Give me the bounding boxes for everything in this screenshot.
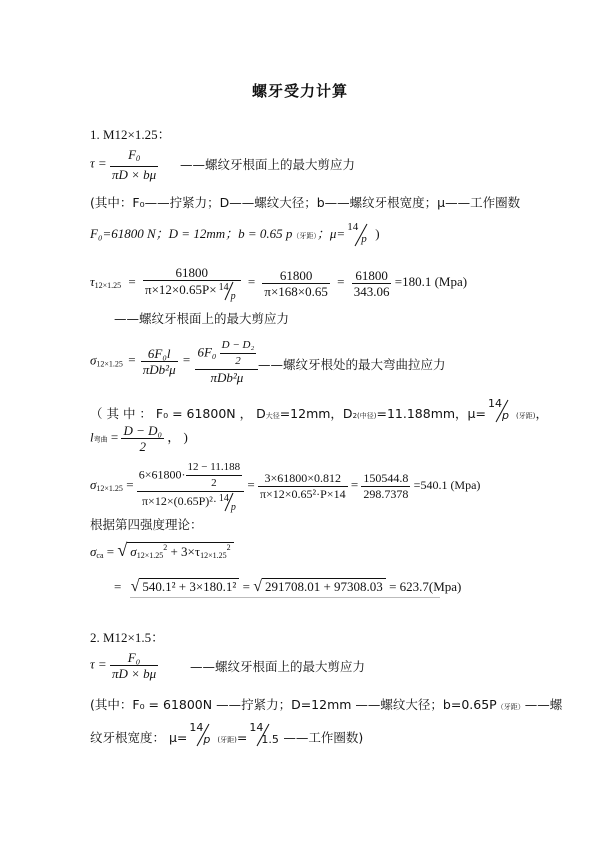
l-num: D − D₀ [123,423,163,438]
section-2-heading: 2. M12×1.5： [90,630,165,645]
tau-den: πD × bμ [111,167,157,182]
final-mid: = [242,579,250,594]
sigma-f2-inner-den: 2 [235,355,241,367]
mu-slash-num: 14 [347,221,359,233]
s2-where-line-1 [90,695,562,713]
page-title: 螺牙受力计算 [251,82,348,100]
calc-sigma-f1-den: π×12×(0.65P)²· [142,493,217,508]
calc-sigma-lhs: σ [90,476,97,492]
where-2-slash-sub: (牙距) [515,412,536,420]
l-tail: ， ) [167,429,188,445]
s2-where-line-2-tail: ——工作圈数) [283,730,364,745]
l-sub: 弯曲 [93,435,108,444]
tau-description-2: ——螺纹牙根面上的最大剪应力 [114,311,290,326]
calc-tau-f1-num: 61800 [143,265,241,281]
final-underline [130,597,440,598]
s2-slash2-num: 14 [249,721,264,734]
calc-sigma-f1-inner-num: 12 − 11.188 [186,460,243,476]
where-line-2-b: ；μ= [316,225,346,241]
sigma-ca-formula: $\sigma_{ca}$ = √ $\sigma_{12\times 1.25}^2 + 3\times\tau_{12\times 1.25}^2$ [90,540,234,561]
tau-label: τ = [90,155,107,171]
where-2-sub-1: 大径 [265,412,280,420]
calc-sigma-lhs-sub: 12×1.25 [96,483,123,493]
s2-where-line-2-a: 纹牙根宽度： μ= [90,730,188,745]
sigma-f1-num: 6F₀l [141,346,178,362]
calc-sigma-f3-num: 150544.8 [363,470,409,485]
where-2-slash-num: 14 [487,397,502,410]
calc-tau-frac-2 [262,268,329,299]
l-den: 2 [139,439,146,454]
sigma-ca-sub: ca [96,551,104,560]
calc-tau-slash-num: 14 [218,282,229,293]
l-fraction [121,423,164,454]
s2-tau-label: τ = [90,656,107,672]
calc-sigma-frac-2 [258,471,348,502]
s2-where-line-2-eq: = [236,730,248,745]
s2-tau-description: ——螺纹牙根面上的最大剪应力 [190,659,366,674]
s2-tau-formula [90,650,158,681]
sigma-ca-lhs: σ [90,544,97,559]
sigma-frac-2 [195,338,258,385]
sigma-ca-root-b-sub: 12×1.25 [200,551,227,560]
where-2-slash-den: p [501,409,509,422]
calc-sigma-slash-den: p [230,502,236,513]
calc-tau-frac-3 [352,268,392,299]
calc-sigma-f3-den: 298.7378 [363,486,409,501]
where-2-c: =11.188mm，μ= [376,406,486,421]
sigma-f2-num-a: 6F₀ [197,344,217,360]
sigma-ca-root-a: σ [130,544,137,559]
sigma-f1-den: πDb²μ [142,362,176,377]
calc-tau-f1-den: π×12×0.65P× [145,281,217,297]
sigma-lhs-sub: 12×1.25 [96,359,123,369]
calc-tau-frac-1 [143,265,241,301]
sigma-ca-root-a-sub: 12×1.25 [136,551,164,560]
calc-sigma-f2-num: 3×61800×0.812 [258,471,348,487]
final-root-1: 540.1² + 3×180.1² [139,578,239,595]
where-2-a: （ 其 中 ： F₀ = 61800N ， D [90,406,266,421]
calc-tau-lhs: τ [90,273,95,289]
fourth-strength-theory: 根据第四强度理论： [90,517,203,532]
where-2-b: =12mm，D [279,406,353,421]
where-line-2-sub: （牙距） [292,231,317,240]
section-1-heading: 1. M12×1.25： [90,127,171,142]
calc-tau-f2-den: π×168×0.65 [264,283,328,299]
where-line-2-a: F₀=61800 N；D = 12mm；b = 0.65 p [90,225,293,241]
s2-where-line-1-a: (其中：F₀ = 61800N ——拧紧力；D=12mm ——螺纹大径；b=0.65P [90,697,497,712]
where-2-comma: ， [535,406,548,421]
tau-num: F [128,147,137,162]
calc-tau-f3-den: 343.06 [353,283,390,299]
calc-tau-f3-num: 61800 [352,268,392,284]
s2-where-line-2 [90,722,363,748]
calc-sigma-f1-num: 6×61800· [138,467,186,482]
s2-slash1-num: 14 [189,721,204,734]
sigma-ca-root-b: + 3×τ [170,544,201,559]
tau-num-sub: 0 [136,154,141,163]
sigma-f2-inner-num: D − D₂ [220,338,257,354]
calc-tau-f2-num: 61800 [262,268,329,284]
sigma-lhs: σ [90,352,97,368]
mu-slash-den: p [361,233,367,245]
s2-slash1-den: p [203,733,211,746]
calc-sigma-f2-den: π×12×0.65²·P×14 [259,486,346,501]
sigma-ca-eq: = [106,544,115,559]
mu-slash-fraction [345,222,375,248]
sigma-calculation: $\sigma_{12\times 1.25}$ = 6×61800· $\frac{12 - 11.188}{2}$ π×12×(0.65P)²· 14 p = $\frac{3\times 61800\times 0.812}{\text{π×12×0.65²·P×14}}$ = $\frac{150544.8}{298.7378}$ =540.1 (Mpa) [90,461,481,513]
calc-sigma-f1-inner-den: 2 [211,477,217,489]
sigma-formula: $\sigma_{12\times 1.25}$ = $\frac{\text{6F₀l}}{\text{πDb²μ}}$ = 6F₀ $\frac{\text{D − D₂}}{2}$ πDb²μ [90,338,258,385]
s2-tau-num: F₀ [110,650,158,666]
l-formula: l弯曲 = $\frac{\text{D − D₀}}{2}$ ， ) [90,423,188,454]
calc-sigma-frac-1 [137,460,244,512]
calc-tau-slash-den: p [230,291,236,302]
final-eq: = [114,579,122,594]
sigma-f2-den: πDb²μ [210,370,244,385]
where-2-sub-2: 2(中径) [352,412,377,420]
final-result: = 623.7(Mpa) [389,579,462,594]
tau-calculation: $\tau_{12\times 1.25}$ = 61800 π×12×0.65P× 14 p = $\frac{61800}{\pi\times 168\times 0.65}$ = $\frac{61800}{343.06}$ =180.1 (Mpa) [90,265,468,302]
l-label: l [90,429,94,445]
calc-sigma-frac-3 [361,471,410,502]
final-root-2: 291708.01 + 97308.03 [262,578,386,595]
sigma-description: ——螺纹牙根处的最大弯曲拉应力 [258,357,446,372]
s2-tau-den: πD × bμ [111,666,157,681]
s2-slash1-sub: (牙距) [217,736,237,744]
s2-where-line-1-b: ——螺 [524,697,563,712]
tau-description: ——螺纹牙根面上的最大剪应力 [180,157,356,172]
tau-formula [90,147,158,182]
final-calculation: = √ 540.1² + 3×180.1² = √ 291708.01 + 97308.03 = 623.7(Mpa) [114,578,462,595]
calc-sigma-slash-num: 14 [218,493,229,504]
tau-fraction [110,147,158,182]
where-line-1: (其中：F₀——拧紧力；D——螺纹大径；b——螺纹牙根宽度；μ——工作圈数 [90,195,521,210]
where-close: ) [375,225,380,241]
where-2-line [90,398,548,424]
sigma-frac-1 [141,346,178,377]
where-line-2 [90,222,380,248]
s2-slash2-den: 1.5 [261,733,279,746]
calc-sigma-result: =540.1 (Mpa) [413,477,481,492]
calc-tau-result: =180.1 (Mpa) [394,273,468,289]
s2-where-line-1-sub: （牙距） [496,703,525,711]
calc-tau-lhs-sub: 12×1.25 [94,280,122,290]
